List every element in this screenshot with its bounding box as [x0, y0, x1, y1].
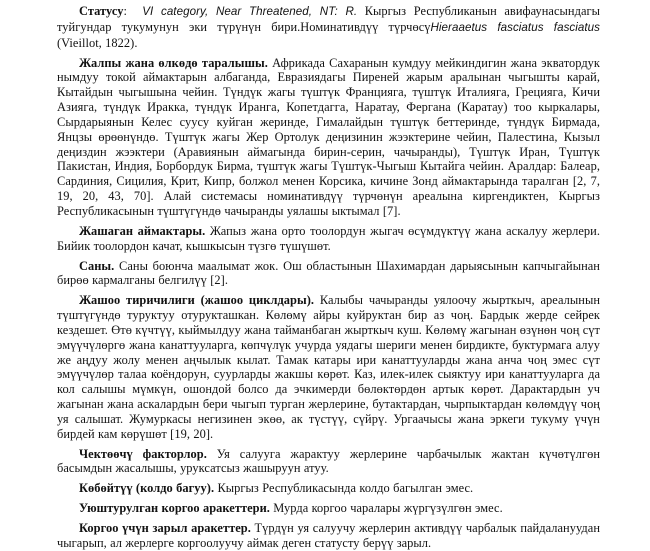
- paragraph-habitat: [57, 224, 600, 254]
- paragraph-status: [57, 4, 600, 51]
- paragraph-life-cycle: [57, 293, 600, 441]
- section-body-life-cycle: Калыбы чачыранды уялоочу жырткыч, ареалынын түштүгүндө туруктуу отурукташкан. Көлөмү айры куйруктан бир аз чоң. Бардык жерде сейрек кездешет. Өтө күчтүү, кыймылдуу жана тайманбаган жырткыч куш. Көлөмү жагынан өзүнөн чоң сүт эмүүчүлөргө жана канаттууларга, көпчүлүк учурда уядагы шериги менен бирдикте, буктурмага алуу же аңдуу жолу менен аңчылык кылат. Тамак катары ири канаттууларды жана анча чоң эмес сүт эмүүчүлөр талаа коёндорун, сууpларды жакшы көрөт. Каз, илек-илек сыяктуу ири канаттууларга да кол салышы мүмкүн, ошондой болсо да эчкимерди бөлөктөрдөн артык көрөт. Дарактардын уч жагынан жана аскалардын бери чыгып турган жерлерине, бутактардан, чырпыктардан көлөмдүү чоң уя салышат. Жумуркасы негизинен экөө, ак түстүү, сүйрү. Ургаачысы жана эркеги тукуму үчүн бирдей кам көрүшөт [19, 20].: [57, 293, 600, 441]
- status-latin-category: VI category, Near Threatened, NT: R.: [142, 5, 358, 18]
- species-scientific-name: Hieraaetus fasciatus fasciatus: [430, 20, 601, 34]
- paragraph-conservation-measures-needed: [57, 521, 600, 551]
- section-heading-conservation-measures-taken: Уюштурулган коргоо аракеттери.: [79, 501, 270, 516]
- section-heading-limiting-factors: Чектөөчү факторлор.: [79, 446, 207, 461]
- section-body-conservation-measures-needed: Түрдүн уя салуучу жерлерин активдүү чарбалык пайдалануудан чыгарып, ал жерлерге коргоолуучу аймак деген статусту берүү зарыл.: [57, 521, 601, 550]
- paragraph-general-distribution: [57, 56, 600, 219]
- section-body-general-distribution: Африкада Сахаранын кумдуу мейкиндигин жана экватордук нымдуу токой аймактарын албаганда, Евразиядагы Пиреней жарым аралынан чыгышты карай, Кытайдын чыгышына чейин. Түндүк жагы түштүк Францияга, түштүк Италияга, Грецияга, Кичи Азияга, түндүк Иракка, түндүк Иранга, Копетдагга, Наратау, Фергана (Каратау) тоо кыркалары, Сырдарыянын Келес суусу куйган жеринде, Гималайдын түштүк беттеринде, түндүк Бирмада, Янцзы өрөөнүндө. Түштүк жагы Жер Ортолук деңизинин жээктерине чейин, Палестина, Кызыл деңиздин жээктери (Аравиянын аймагында бирин-серин, чачыранды), Түштүк Иран, Түштүк Пакистан, Индия, Борбордук Бирма, түштүк жагы Түштүк-Чыгыш Кытайга чейин. Аралдар: Балеар, Сардиния, Сицилия, Крит, Кипр, болжол менен Корсика, кичине Зонд аймактарында таралган [2, 7, 19, 20, 43, 70]. Алай системасы номинативдүү түрчөнүн ареалына киргендиктен, Кыргыз Республикасынын түштүгүндө чачыранды уялашы ыктымал [7].: [57, 55, 600, 218]
- section-heading-status: Статусу: [79, 4, 124, 18]
- status-body-part1: Кыргыз Республиканын авифаунасындагы туйгундар тукумунун эки түрүнүн бири.Номинативдүү түрчөсү: [57, 4, 600, 34]
- section-body-conservation-measures-taken: Мурда коргоо чаралары жүргүзүлгөн эмес.: [269, 501, 503, 516]
- section-body-population: Саны боюнча маалымат жок. Ош областынын Шахимардан дарыясынын капчыгайынан бирөө кармалганы белгилүү [2].: [57, 258, 600, 288]
- section-heading-status-suffix: :: [123, 4, 128, 18]
- paragraph-population: [57, 259, 600, 289]
- section-heading-life-cycle: Жашоо тиричилиги (жашоо циклдары).: [79, 293, 315, 308]
- section-body-limiting-factors: Уя салууга жарактуу жерлерине чарбачылык жактан күчөтүлгөн басымдын жасалышы, уруксатсыз жашыруун атуу.: [57, 446, 600, 476]
- section-heading-habitat: Жашаган аймактары.: [79, 223, 206, 238]
- status-body-part2: (Vieillot, 1822).: [57, 35, 138, 50]
- section-heading-conservation-measures-needed: Коргоо үчүн зарыл аракеттер.: [79, 521, 251, 535]
- section-body-habitat: Жапыз жана орто тоолордун жыгач өсүмдүктүү жана аскалуу жерлери. Бийик тоолордон качат, кышкысын түзгө түшүшөт.: [57, 223, 600, 253]
- section-body-breeding-captivity: Кыргыз Республикасында колдо багылган эмес.: [214, 481, 474, 496]
- section-heading-population: Саны.: [79, 258, 115, 273]
- paragraph-limiting-factors: [57, 447, 600, 477]
- paragraph-breeding-captivity: [57, 481, 600, 496]
- section-heading-general-distribution: Жалпы жана өлкөдө таралышы.: [79, 55, 268, 70]
- section-heading-breeding-captivity: Көбөйтүү (колдо багуу).: [79, 481, 215, 496]
